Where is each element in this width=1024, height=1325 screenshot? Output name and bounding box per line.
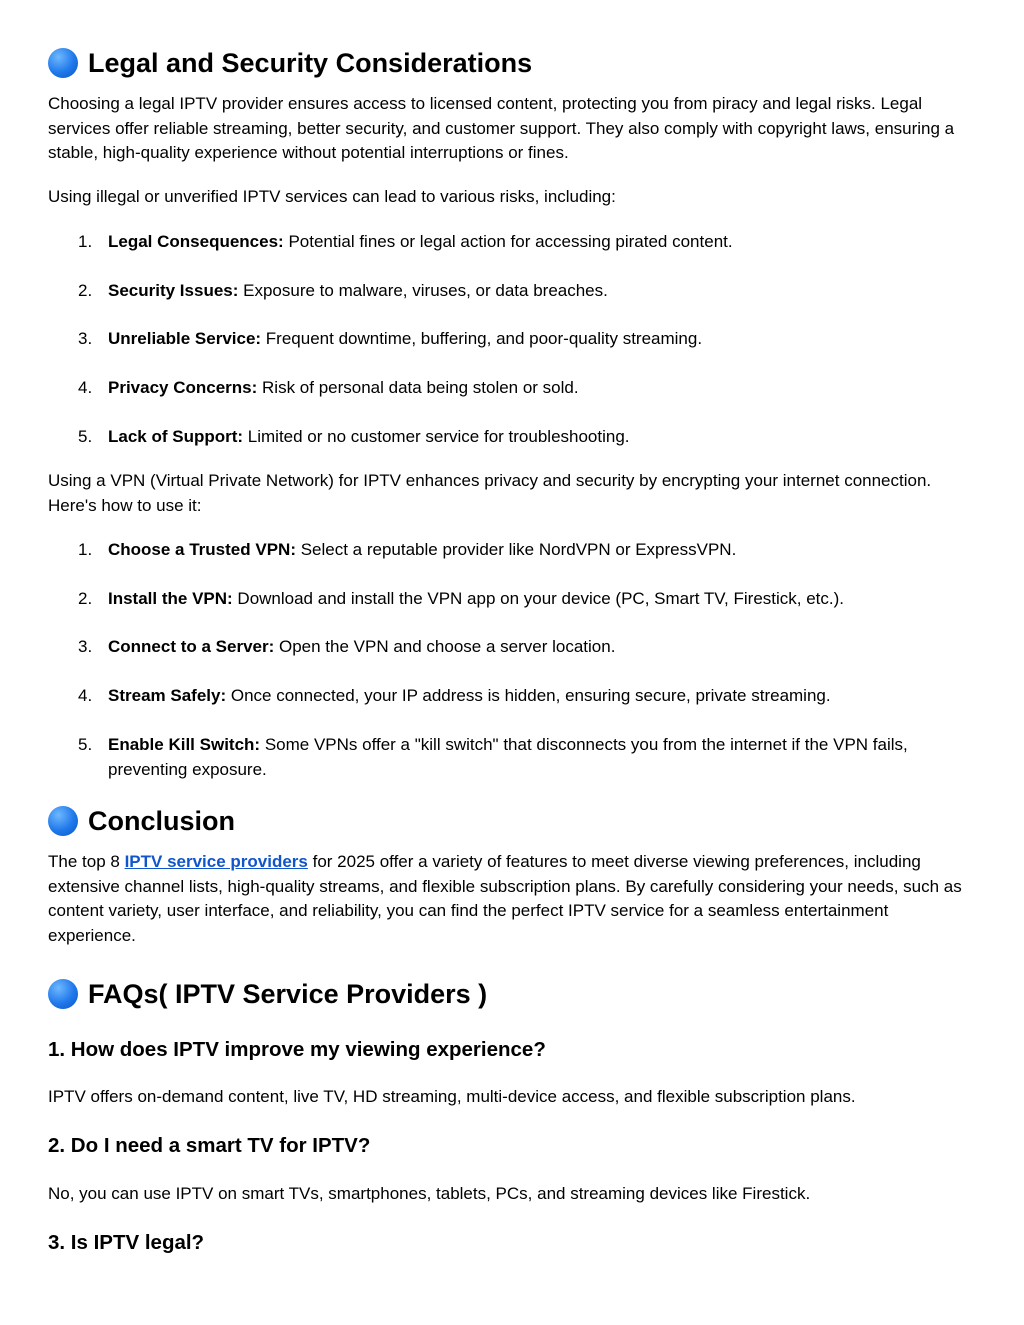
blue-circle-icon <box>48 979 78 1009</box>
list-item-step <box>48 587 978 612</box>
list-number: 1. <box>78 232 93 251</box>
paragraph-legal-intro: Choosing a legal IPTV provider ensures access to licensed content, protecting you from piracy and legal risks. Legal services offer reliable streaming, better security, and customer support. They also comply with copyright laws, ensuring a stable, high-quality experience without potential interruptions or fines. <box>48 94 955 162</box>
list-item-title: Stream Safely: <box>108 686 227 705</box>
section-heading-faqs <box>48 977 978 1011</box>
list-item-title: Security Issues: <box>108 281 239 300</box>
iptv-providers-link[interactable]: IPTV service providers <box>124 852 308 871</box>
list-item-text: Exposure to malware, viruses, or data breaches. <box>238 281 608 300</box>
list-item-text: Download and install the VPN app on your device (PC, Smart TV, Firestick, etc.). <box>232 589 845 608</box>
faq-answer: IPTV offers on-demand content, live TV, HD streaming, multi-device access, and flexible subscription plans. <box>48 1087 856 1106</box>
list-item-text: Frequent downtime, buffering, and poor-quality streaming. <box>261 329 703 348</box>
paragraph-conclusion <box>48 850 978 948</box>
list-item-title: Choose a Trusted VPN: <box>108 540 296 559</box>
blue-circle-icon <box>48 806 78 836</box>
list-number: 1. <box>78 540 93 559</box>
list-item-text: Some VPNs offer a "kill switch" that disconnects you from the internet if the VPN fails, preventing exposure. <box>108 735 908 779</box>
list-item-title: Lack of Support: <box>108 427 244 446</box>
list-number: 2. <box>78 281 93 300</box>
list-item-risk <box>48 279 978 304</box>
blue-circle-icon <box>48 48 78 78</box>
list-item-step <box>48 684 978 709</box>
list-item-risk <box>48 230 978 255</box>
list-item-step <box>48 635 978 660</box>
list-number: 4. <box>78 686 93 705</box>
list-item-title: Enable Kill Switch: <box>108 735 261 754</box>
paragraph-vpn-intro: Using a VPN (Virtual Private Network) for IPTV enhances privacy and security by encrypting your internet connection. Here's how to use it: <box>48 471 932 515</box>
faq-question: 2. Do I need a smart TV for IPTV? <box>48 1134 371 1157</box>
section-heading-text: Conclusion <box>88 806 235 836</box>
section-heading-legal <box>48 46 978 80</box>
list-item-title: Privacy Concerns: <box>108 378 258 397</box>
conclusion-text-end: for 2025 offer a variety of features to meet diverse viewing preferences, including extensive channel lists, high-quality streams, and flexible subscription plans. By carefully considering your needs, such as content variety, user interface, and reliability, you can find the perfect IPTV service for a seamless entertainment experience. <box>48 852 962 945</box>
list-number: 3. <box>78 329 93 348</box>
list-item-title: Legal Consequences: <box>108 232 284 251</box>
list-item-step <box>48 538 978 563</box>
list-item-text: Select a reputable provider like NordVPN or ExpressVPN. <box>295 540 737 559</box>
list-item-title: Unreliable Service: <box>108 329 262 348</box>
list-item-title: Install the VPN: <box>108 589 233 608</box>
list-number: 3. <box>78 637 93 656</box>
list-item-risk <box>48 425 978 450</box>
faq-question: 3. Is IPTV legal? <box>48 1231 205 1254</box>
faq-question: 1. How does IPTV improve my viewing experience? <box>48 1038 546 1061</box>
list-number: 2. <box>78 589 93 608</box>
list-item-risk <box>48 327 978 352</box>
section-heading-conclusion <box>48 804 978 838</box>
section-heading-text: Legal and Security Considerations <box>88 48 533 78</box>
list-item-text: Limited or no customer service for troubleshooting. <box>243 427 630 446</box>
list-item-text: Potential fines or legal action for accessing pirated content. <box>283 232 733 251</box>
list-item-text: Once connected, your IP address is hidden, ensuring secure, private streaming. <box>226 686 831 705</box>
conclusion-text-start: The top 8 <box>48 852 125 871</box>
list-item-text: Risk of personal data being stolen or sold. <box>257 378 579 397</box>
paragraph-risks-intro: Using illegal or unverified IPTV services can lead to various risks, including: <box>48 187 616 206</box>
list-item-step <box>48 733 978 782</box>
faq-answer: No, you can use IPTV on smart TVs, smartphones, tablets, PCs, and streaming devices like Firestick. <box>48 1184 811 1203</box>
list-number: 5. <box>78 427 93 446</box>
list-number: 4. <box>78 378 93 397</box>
list-number: 5. <box>78 735 93 754</box>
section-heading-text: FAQs( IPTV Service Providers ) <box>88 979 488 1009</box>
list-item-text: Open the VPN and choose a server location. <box>274 637 616 656</box>
list-item-title: Connect to a Server: <box>108 637 275 656</box>
list-item-risk <box>48 376 978 401</box>
